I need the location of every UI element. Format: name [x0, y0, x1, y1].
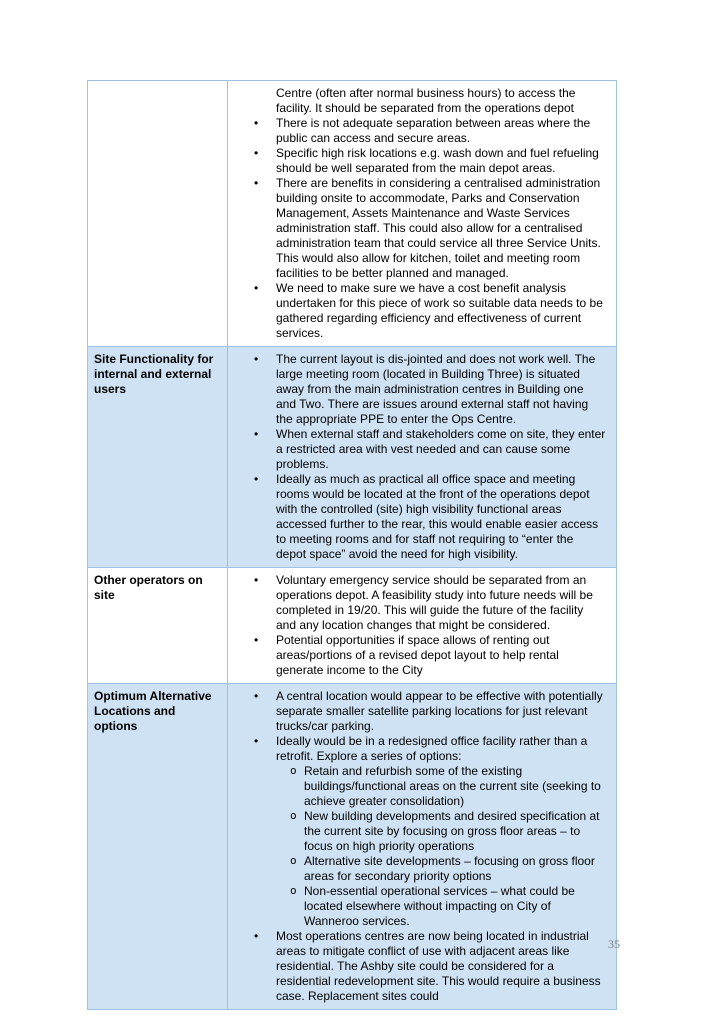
bullet-icon: • — [254, 734, 259, 748]
sub-bullet-item — [228, 809, 616, 854]
row-content-cell — [228, 684, 617, 1010]
bullet-icon: • — [254, 573, 259, 587]
circle-bullet-icon: o — [290, 764, 297, 777]
item-text: Centre (often after normal business hours) to access the facility. It should be separated from the operations depot — [276, 86, 576, 115]
bullet-item — [228, 427, 616, 472]
item-text: Ideally would be in a redesigned office facility rather than a retrofit. Explore a series of options: — [276, 734, 588, 763]
bullet-icon: • — [254, 427, 259, 441]
bullet-item — [228, 633, 616, 678]
page-number: 35 — [608, 937, 620, 951]
row-content-cell — [228, 81, 617, 347]
item-text: A central location would appear to be effective with potentially separate smaller satellite parking locations for just relevant trucks/car parking. — [276, 689, 603, 733]
bullet-item — [228, 573, 616, 633]
item-text: We need to make sure we have a cost benefit analysis undertaken for this piece of work so suitable data needs to be gathered regarding efficiency and effectiveness of current services. — [276, 281, 603, 340]
item-text: Most operations centres are now being located in industrial areas to mitigate conflict of use with adjacent areas like residential. The Ashby site could be considered for a residential redevelopment site. This would require a business case. Replacement sites could — [276, 929, 601, 1003]
bullet-item — [228, 472, 616, 562]
item-text: The current layout is dis-jointed and does not work well. The large meeting room (located in Building Three) is situated away from the main administration centres in Building one and Two. There are issues around external staff not having the appropriate PPE to enter the Ops Centre. — [276, 352, 596, 426]
row-header-cell: Site Functionality for internal and external users — [88, 347, 228, 568]
sub-bullet-item — [228, 764, 616, 809]
item-text: Ideally as much as practical all office space and meeting rooms would be located at the front of the operations depot with the controlled (site) high visibility functional areas accessed further to the rear, this would enable easier access to meeting rooms and for staff not requiring to “enter the depot space” avoid the need for high visibility. — [276, 472, 599, 561]
item-text: Voluntary emergency service should be separated from an operations depot. A feasibility study into future needs will be completed in 19/20. This will guide the future of the facility and any location changes that might be considered. — [276, 573, 593, 632]
continuation-text — [228, 86, 616, 116]
item-text: When external staff and stakeholders come on site, they enter a restricted area with vest needed and can cause some problems. — [276, 427, 606, 471]
item-text: Alternative site developments – focusing on gross floor areas for secondary priority options — [304, 854, 595, 883]
row-content-cell — [228, 347, 617, 568]
item-text: New building developments and desired specification at the current site by focusing on gross floor areas – to focus on high priority operations — [304, 809, 600, 853]
bullet-item — [228, 176, 616, 281]
bullet-icon: • — [254, 281, 259, 295]
table-body — [88, 81, 617, 1010]
circle-bullet-icon: o — [290, 884, 297, 897]
bullet-icon: • — [254, 689, 259, 703]
table-row — [88, 684, 617, 1010]
bullet-icon: • — [254, 633, 259, 647]
sub-bullet-item — [228, 884, 616, 929]
row-header-cell: Other operators on site — [88, 568, 228, 684]
bullet-icon: • — [254, 146, 259, 160]
bullet-icon: • — [254, 472, 259, 486]
bullet-icon: • — [254, 176, 259, 190]
bullet-item — [228, 116, 616, 146]
bullet-item — [228, 352, 616, 427]
bullet-icon: • — [254, 352, 259, 366]
item-text: Specific high risk locations e.g. wash down and fuel refueling should be well separated from the main depot areas. — [276, 146, 599, 175]
row-header-cell — [88, 81, 228, 347]
bullet-item — [228, 734, 616, 764]
item-text: Non-essential operational services – what could be located elsewhere without impacting on City of Wanneroo services. — [304, 884, 575, 928]
bullet-item — [228, 929, 616, 1004]
table-row — [88, 81, 617, 347]
bullet-icon: • — [254, 929, 259, 943]
item-text: Potential opportunities if space allows of renting out areas/portions of a revised depot layout to help rental generate income to the City — [276, 633, 559, 677]
table-row — [88, 568, 617, 684]
bullet-item — [228, 281, 616, 341]
circle-bullet-icon: o — [290, 854, 297, 867]
item-text: Retain and refurbish some of the existing buildings/functional areas on the current site (seeking to achieve greater consolidation) — [304, 764, 601, 808]
bullet-item — [228, 146, 616, 176]
circle-bullet-icon: o — [290, 809, 297, 822]
bullet-icon: • — [254, 116, 259, 130]
bullet-item — [228, 689, 616, 734]
row-header-cell: Optimum Alternative Locations and options — [88, 684, 228, 1010]
item-text: There are benefits in considering a centralised administration building onsite to accommodate, Parks and Conservation Management, Assets Maintenance and Waste Services administration staff. This could also allow for a centralised administration team that could service all three Service Units. This would also allow for kitchen, toilet and meeting room facilities to be better planned and managed. — [276, 176, 601, 280]
item-text: There is not adequate separation between areas where the public can access and secure areas. — [276, 116, 591, 145]
table-row — [88, 347, 617, 568]
sub-bullet-item — [228, 854, 616, 884]
review-table — [87, 80, 617, 1010]
row-content-cell — [228, 568, 617, 684]
